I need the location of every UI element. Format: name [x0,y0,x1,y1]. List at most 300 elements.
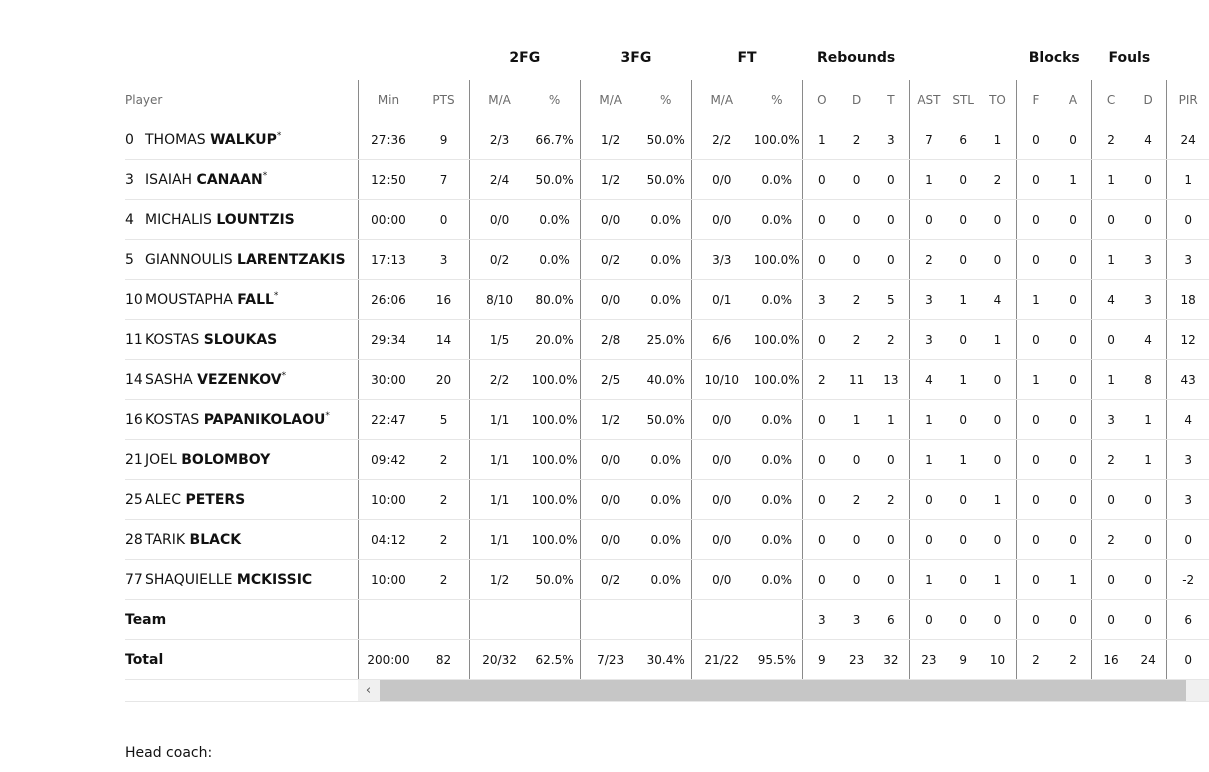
stat-min: 12:50 [358,160,418,200]
team-row [125,600,1209,640]
stat-ft-pct [752,600,803,640]
stat-reb-o: 1 [803,120,841,160]
stat-fg3-ma: 2/8 [580,320,640,360]
stat-ft-ma: 0/0 [691,480,751,520]
stat-fg3-pct: 50.0% [640,400,691,440]
stat-fg3-pct: 0.0% [640,280,691,320]
stat-reb-d: 0 [841,520,873,560]
stat-stl: 0 [948,240,979,280]
player-row[interactable] [125,240,1209,280]
player-row[interactable] [125,160,1209,200]
player-first-name: ISAIAH [145,171,193,188]
stat-fg3-ma: 0/0 [580,480,640,520]
stat-reb-o: 3 [803,280,841,320]
stat-fg3-ma: 0/0 [580,520,640,560]
stat-blk-f: 2 [1017,640,1055,680]
stat-fg3-ma: 2/5 [580,360,640,400]
starter-marker: * [325,410,330,421]
player-cell [125,320,358,360]
stat-reb-o: 0 [803,200,841,240]
stat-foul-d: 4 [1130,320,1167,360]
stat-fg2-ma: 0/0 [469,200,529,240]
stat-stl: 6 [948,120,979,160]
player-first-name: THOMAS [145,131,206,148]
stat-pts: 14 [418,320,469,360]
stat-foul-d: 0 [1130,600,1167,640]
stat-fg2-pct [529,600,580,640]
stat-reb-o: 3 [803,600,841,640]
player-last-name: CANAAN [196,171,263,188]
stat-fg2-pct: 80.0% [529,280,580,320]
stat-foul-d: 0 [1130,560,1167,600]
stat-stl: 1 [948,360,979,400]
player-row[interactable] [125,480,1209,520]
stat-ft-ma: 0/0 [691,400,751,440]
stat-pts: 9 [418,120,469,160]
player-first-name: GIANNOULIS [145,251,233,268]
stat-to: 0 [979,360,1017,400]
stat-ft-pct: 0.0% [752,160,803,200]
stat-blk-f: 0 [1017,240,1055,280]
stat-foul-c: 2 [1092,440,1130,480]
stat-stl: 1 [948,280,979,320]
player-last-name: MCKISSIC [236,571,313,588]
stat-min: 04:12 [358,520,418,560]
stat-ft-ma: 21/22 [691,640,751,680]
group-header-blocks: Blocks [1028,50,1080,66]
stat-reb-t: 32 [873,640,910,680]
stat-foul-c: 4 [1092,280,1130,320]
stat-ast: 1 [910,440,948,480]
stat-ast: 1 [910,560,948,600]
stat-ft-ma [691,600,751,640]
col-header-foul-d[interactable]: D [1143,93,1153,107]
stat-min: 10:00 [358,560,418,600]
player-number: 5 [125,251,134,268]
stat-reb-t: 5 [873,280,910,320]
stat-ft-ma: 0/0 [691,160,751,200]
stat-blk-f: 0 [1017,120,1055,160]
player-number: 77 [125,571,143,588]
player-cell [125,360,358,400]
stat-fg3-ma: 0/0 [580,200,640,240]
player-cell [125,280,358,320]
stat-pir: 12 [1167,320,1209,360]
stat-reb-t: 0 [873,520,910,560]
player-last-name: VEZENKOV [197,371,282,388]
stat-reb-d: 23 [841,640,873,680]
player-last-name: FALL [237,291,274,308]
stat-blk-f: 0 [1017,160,1055,200]
stat-reb-d: 0 [841,240,873,280]
stat-fg3-ma [580,600,640,640]
stat-reb-d: 1 [841,400,873,440]
stat-pir: 3 [1167,440,1209,480]
stat-to: 2 [979,160,1017,200]
stat-pir: 3 [1167,480,1209,520]
stat-ast: 7 [910,120,948,160]
stat-to: 0 [979,440,1017,480]
col-header-ft-pct[interactable]: % [771,93,783,107]
stat-fg3-ma: 1/2 [580,120,640,160]
player-number: 3 [125,171,134,188]
stat-fg3-pct: 30.4% [640,640,691,680]
stat-pir: 18 [1167,280,1209,320]
player-cell [125,440,358,480]
stat-min: 30:00 [358,360,418,400]
stat-reb-o: 0 [803,440,841,480]
stat-reb-t: 0 [873,160,910,200]
stat-blk-a: 0 [1055,480,1092,520]
player-row[interactable] [125,280,1209,320]
stat-foul-c: 3 [1092,400,1130,440]
stat-fg2-ma: 2/3 [469,120,529,160]
stat-reb-d: 11 [841,360,873,400]
stat-ft-pct: 95.5% [752,640,803,680]
stat-blk-f: 1 [1017,280,1055,320]
player-cell [125,520,358,560]
group-header-3fg: 3FG [620,50,652,66]
stat-reb-o: 0 [803,240,841,280]
stat-fg3-ma: 0/2 [580,240,640,280]
stat-ft-pct: 0.0% [752,520,803,560]
stat-foul-d: 8 [1130,360,1167,400]
stat-fg3-ma: 0/0 [580,280,640,320]
stat-blk-f: 1 [1017,360,1055,400]
player-number: 11 [125,331,143,348]
stat-ast: 0 [910,480,948,520]
player-first-name: JOEL [145,451,177,468]
stat-foul-d: 0 [1130,520,1167,560]
stat-ft-pct: 0.0% [752,280,803,320]
group-header-ft: FT [737,50,757,66]
stat-reb-t: 0 [873,240,910,280]
stat-min: 10:00 [358,480,418,520]
player-number: 14 [125,371,143,388]
stat-blk-f: 0 [1017,520,1055,560]
stat-stl: 0 [948,480,979,520]
stat-pts: 0 [418,200,469,240]
stat-fg2-pct: 50.0% [529,160,580,200]
stat-blk-a: 0 [1055,240,1092,280]
stat-fg2-ma: 1/2 [469,560,529,600]
stat-foul-d: 0 [1130,160,1167,200]
stat-pir: 24 [1167,120,1209,160]
stat-pir: 0 [1167,640,1209,680]
player-cell [125,240,358,280]
stat-fg2-pct: 0.0% [529,200,580,240]
stat-ft-pct: 100.0% [752,240,803,280]
stat-ft-ma: 0/1 [691,280,751,320]
stat-pir: 4 [1167,400,1209,440]
stat-foul-d: 3 [1130,240,1167,280]
stat-reb-d: 0 [841,560,873,600]
stat-ft-ma: 0/0 [691,200,751,240]
player-cell [125,160,358,200]
stat-ast: 4 [910,360,948,400]
player-row[interactable] [125,120,1209,160]
stat-foul-d: 3 [1130,280,1167,320]
boxscore-container [125,36,1209,702]
col-header-3fg-ma[interactable]: M/A [580,80,640,120]
starter-marker: * [281,370,287,381]
player-first-name: TARIK [145,531,186,548]
player-row[interactable] [125,560,1209,600]
stat-ast: 1 [910,400,948,440]
boxscore-table [125,36,1209,680]
stat-pts: 3 [418,240,469,280]
stat-ast: 2 [910,240,948,280]
stat-fg2-pct: 100.0% [529,400,580,440]
col-header-reb-o[interactable]: O [803,80,841,120]
stat-pts: 2 [418,560,469,600]
stat-stl: 0 [948,320,979,360]
stat-fg3-pct: 50.0% [640,160,691,200]
stat-ft-pct: 0.0% [752,400,803,440]
stat-fg3-ma: 0/2 [580,560,640,600]
col-header-ast[interactable]: AST [910,80,948,120]
stat-fg2-pct: 0.0% [529,240,580,280]
total-row [125,640,1209,680]
player-number: 16 [125,411,143,428]
stat-fg3-ma: 0/0 [580,440,640,480]
stat-foul-d: 1 [1130,440,1167,480]
stat-fg3-pct: 0.0% [640,240,691,280]
stat-stl: 0 [948,200,979,240]
stat-pts: 2 [418,520,469,560]
stat-reb-o: 9 [803,640,841,680]
player-last-name: LARENTZAKIS [237,251,346,268]
stat-ft-pct: 100.0% [752,360,803,400]
group-header-fouls: Fouls [1108,50,1151,66]
col-header-player[interactable]: Player [125,93,163,107]
stat-blk-a: 0 [1055,400,1092,440]
stat-foul-d: 1 [1130,400,1167,440]
col-header-reb-t[interactable]: T [887,93,895,107]
stat-fg3-pct [640,600,691,640]
player-number: 25 [125,491,143,508]
stat-reb-t: 1 [873,400,910,440]
stat-ft-pct: 100.0% [752,120,803,160]
stat-ft-pct: 0.0% [752,440,803,480]
stat-fg2-pct: 100.0% [529,480,580,520]
stat-ft-ma: 10/10 [691,360,751,400]
player-row[interactable] [125,320,1209,360]
stat-reb-d: 0 [841,440,873,480]
col-header-to[interactable]: TO [989,93,1006,107]
col-header-blk-f[interactable]: F [1017,80,1055,120]
stat-to: 10 [979,640,1017,680]
stat-reb-t: 2 [873,320,910,360]
stat-fg3-pct: 0.0% [640,440,691,480]
stat-foul-c: 0 [1092,480,1130,520]
col-header-foul-c[interactable]: C [1092,80,1130,120]
stat-fg2-pct: 62.5% [529,640,580,680]
stat-fg2-ma: 1/1 [469,400,529,440]
stat-pir: 0 [1167,520,1209,560]
player-last-name: BOLOMBOY [181,451,271,468]
stat-foul-c: 1 [1092,160,1130,200]
stat-stl: 0 [948,520,979,560]
stat-blk-a: 0 [1055,360,1092,400]
stat-reb-o: 0 [803,520,841,560]
stat-min: 27:36 [358,120,418,160]
stat-stl: 1 [948,440,979,480]
player-cell [125,200,358,240]
team-label: Team [125,600,358,640]
stat-reb-t: 0 [873,200,910,240]
stat-reb-t: 0 [873,440,910,480]
col-header-3fg-pct[interactable]: % [659,93,672,107]
stat-ast: 3 [910,280,948,320]
player-number: 21 [125,451,143,468]
stat-pts: 82 [418,640,469,680]
col-header-blk-a[interactable]: A [1068,93,1078,107]
player-last-name: PETERS [185,491,246,508]
stat-ft-ma: 6/6 [691,320,751,360]
stat-fg2-ma: 2/2 [469,360,529,400]
stat-to: 0 [979,600,1017,640]
stat-foul-c: 1 [1092,360,1130,400]
stat-stl: 0 [948,160,979,200]
stat-ft-ma: 0/0 [691,560,751,600]
stat-foul-d: 0 [1130,480,1167,520]
stat-fg2-ma: 0/2 [469,240,529,280]
player-first-name: KOSTAS [145,411,200,428]
stat-ast: 23 [910,640,948,680]
boxscore-body [125,120,1209,680]
col-header-2fg-pct[interactable]: % [548,93,561,107]
stat-fg3-pct: 0.0% [640,480,691,520]
stat-foul-c: 16 [1092,640,1130,680]
stat-reb-t: 2 [873,480,910,520]
stat-fg2-pct: 100.0% [529,520,580,560]
col-header-2fg-ma[interactable]: M/A [469,80,529,120]
col-header-ft-ma[interactable]: M/A [691,80,751,120]
col-header-pts[interactable]: PTS [432,93,455,107]
stat-fg3-ma: 7/23 [580,640,640,680]
scrollbar-thumb[interactable] [380,680,1186,701]
stat-reb-o: 0 [803,320,841,360]
stat-ft-ma: 0/0 [691,440,751,480]
player-cell [125,120,358,160]
stat-ft-pct: 0.0% [752,200,803,240]
stat-pts: 20 [418,360,469,400]
stat-fg2-ma: 1/1 [469,440,529,480]
stat-blk-a: 0 [1055,200,1092,240]
stat-fg2-ma: 1/1 [469,480,529,520]
stat-ft-pct: 100.0% [752,320,803,360]
player-first-name: MOUSTAPHA [145,291,233,308]
stat-fg2-pct: 100.0% [529,440,580,480]
player-cell [125,480,358,520]
stat-to: 1 [979,120,1017,160]
stat-min: 29:34 [358,320,418,360]
horizontal-scrollbar[interactable] [125,680,1209,702]
stat-blk-f: 0 [1017,400,1055,440]
stat-blk-a: 0 [1055,520,1092,560]
stat-stl: 9 [948,640,979,680]
group-header-2fg: 2FG [509,50,541,66]
col-header-reb-d[interactable]: D [851,93,862,107]
stat-foul-c: 2 [1092,120,1130,160]
col-header-pir[interactable]: PIR [1167,80,1209,120]
player-first-name: SHAQUIELLE [145,571,233,588]
scroll-left-icon[interactable]: ‹ [365,683,372,698]
stat-blk-f: 0 [1017,560,1055,600]
col-header-stl[interactable]: STL [952,93,974,107]
stat-reb-o: 0 [803,400,841,440]
stat-fg3-pct: 25.0% [640,320,691,360]
stat-ft-ma: 3/3 [691,240,751,280]
player-row[interactable] [125,360,1209,400]
stat-reb-d: 2 [841,120,873,160]
stat-blk-a: 1 [1055,160,1092,200]
starter-marker: * [262,170,268,181]
player-row[interactable] [125,400,1209,440]
minutes-group-spacer [358,36,469,80]
group-header-row [125,36,1209,80]
pir-group-spacer [1167,36,1209,80]
stat-fg2-ma: 20/32 [469,640,529,680]
stat-stl: 0 [948,400,979,440]
stat-blk-f: 0 [1017,320,1055,360]
total-label: Total [125,640,358,680]
stat-pts: 16 [418,280,469,320]
stat-fg3-pct: 50.0% [640,120,691,160]
player-row[interactable] [125,520,1209,560]
col-header-min[interactable]: Min [358,80,418,120]
stat-fg2-ma: 2/4 [469,160,529,200]
player-row[interactable] [125,440,1209,480]
stat-to: 0 [979,520,1017,560]
player-row[interactable] [125,200,1209,240]
stat-to: 0 [979,400,1017,440]
stat-foul-c: 0 [1092,600,1130,640]
player-last-name: BLACK [189,531,242,548]
stat-fg2-pct: 20.0% [529,320,580,360]
stat-stl: 0 [948,560,979,600]
player-last-name: WALKUP [210,131,277,148]
stat-to: 0 [979,240,1017,280]
stat-foul-d: 24 [1130,640,1167,680]
stat-pir: 1 [1167,160,1209,200]
stat-ast: 1 [910,160,948,200]
stat-blk-a: 0 [1055,120,1092,160]
stat-fg2-ma: 8/10 [469,280,529,320]
column-header-row [125,80,1209,120]
player-number: 4 [125,211,134,228]
player-first-name: SASHA [145,371,193,388]
stat-to: 1 [979,320,1017,360]
stat-pir: 0 [1167,200,1209,240]
stat-reb-d: 2 [841,280,873,320]
stat-min: 22:47 [358,400,418,440]
stat-blk-a: 0 [1055,600,1092,640]
stat-reb-d: 2 [841,320,873,360]
stat-min: 200:00 [358,640,418,680]
stat-min: 00:00 [358,200,418,240]
stat-pir: -2 [1167,560,1209,600]
head-coach-label: Head coach: [125,745,213,761]
starter-marker: * [273,290,279,301]
stat-reb-o: 2 [803,360,841,400]
player-first-name: ALEC [145,491,181,508]
stat-reb-o: 0 [803,160,841,200]
stat-fg3-ma: 1/2 [580,160,640,200]
player-last-name: PAPANIKOLAOU [203,411,326,428]
player-first-name: MICHALIS [145,211,212,228]
